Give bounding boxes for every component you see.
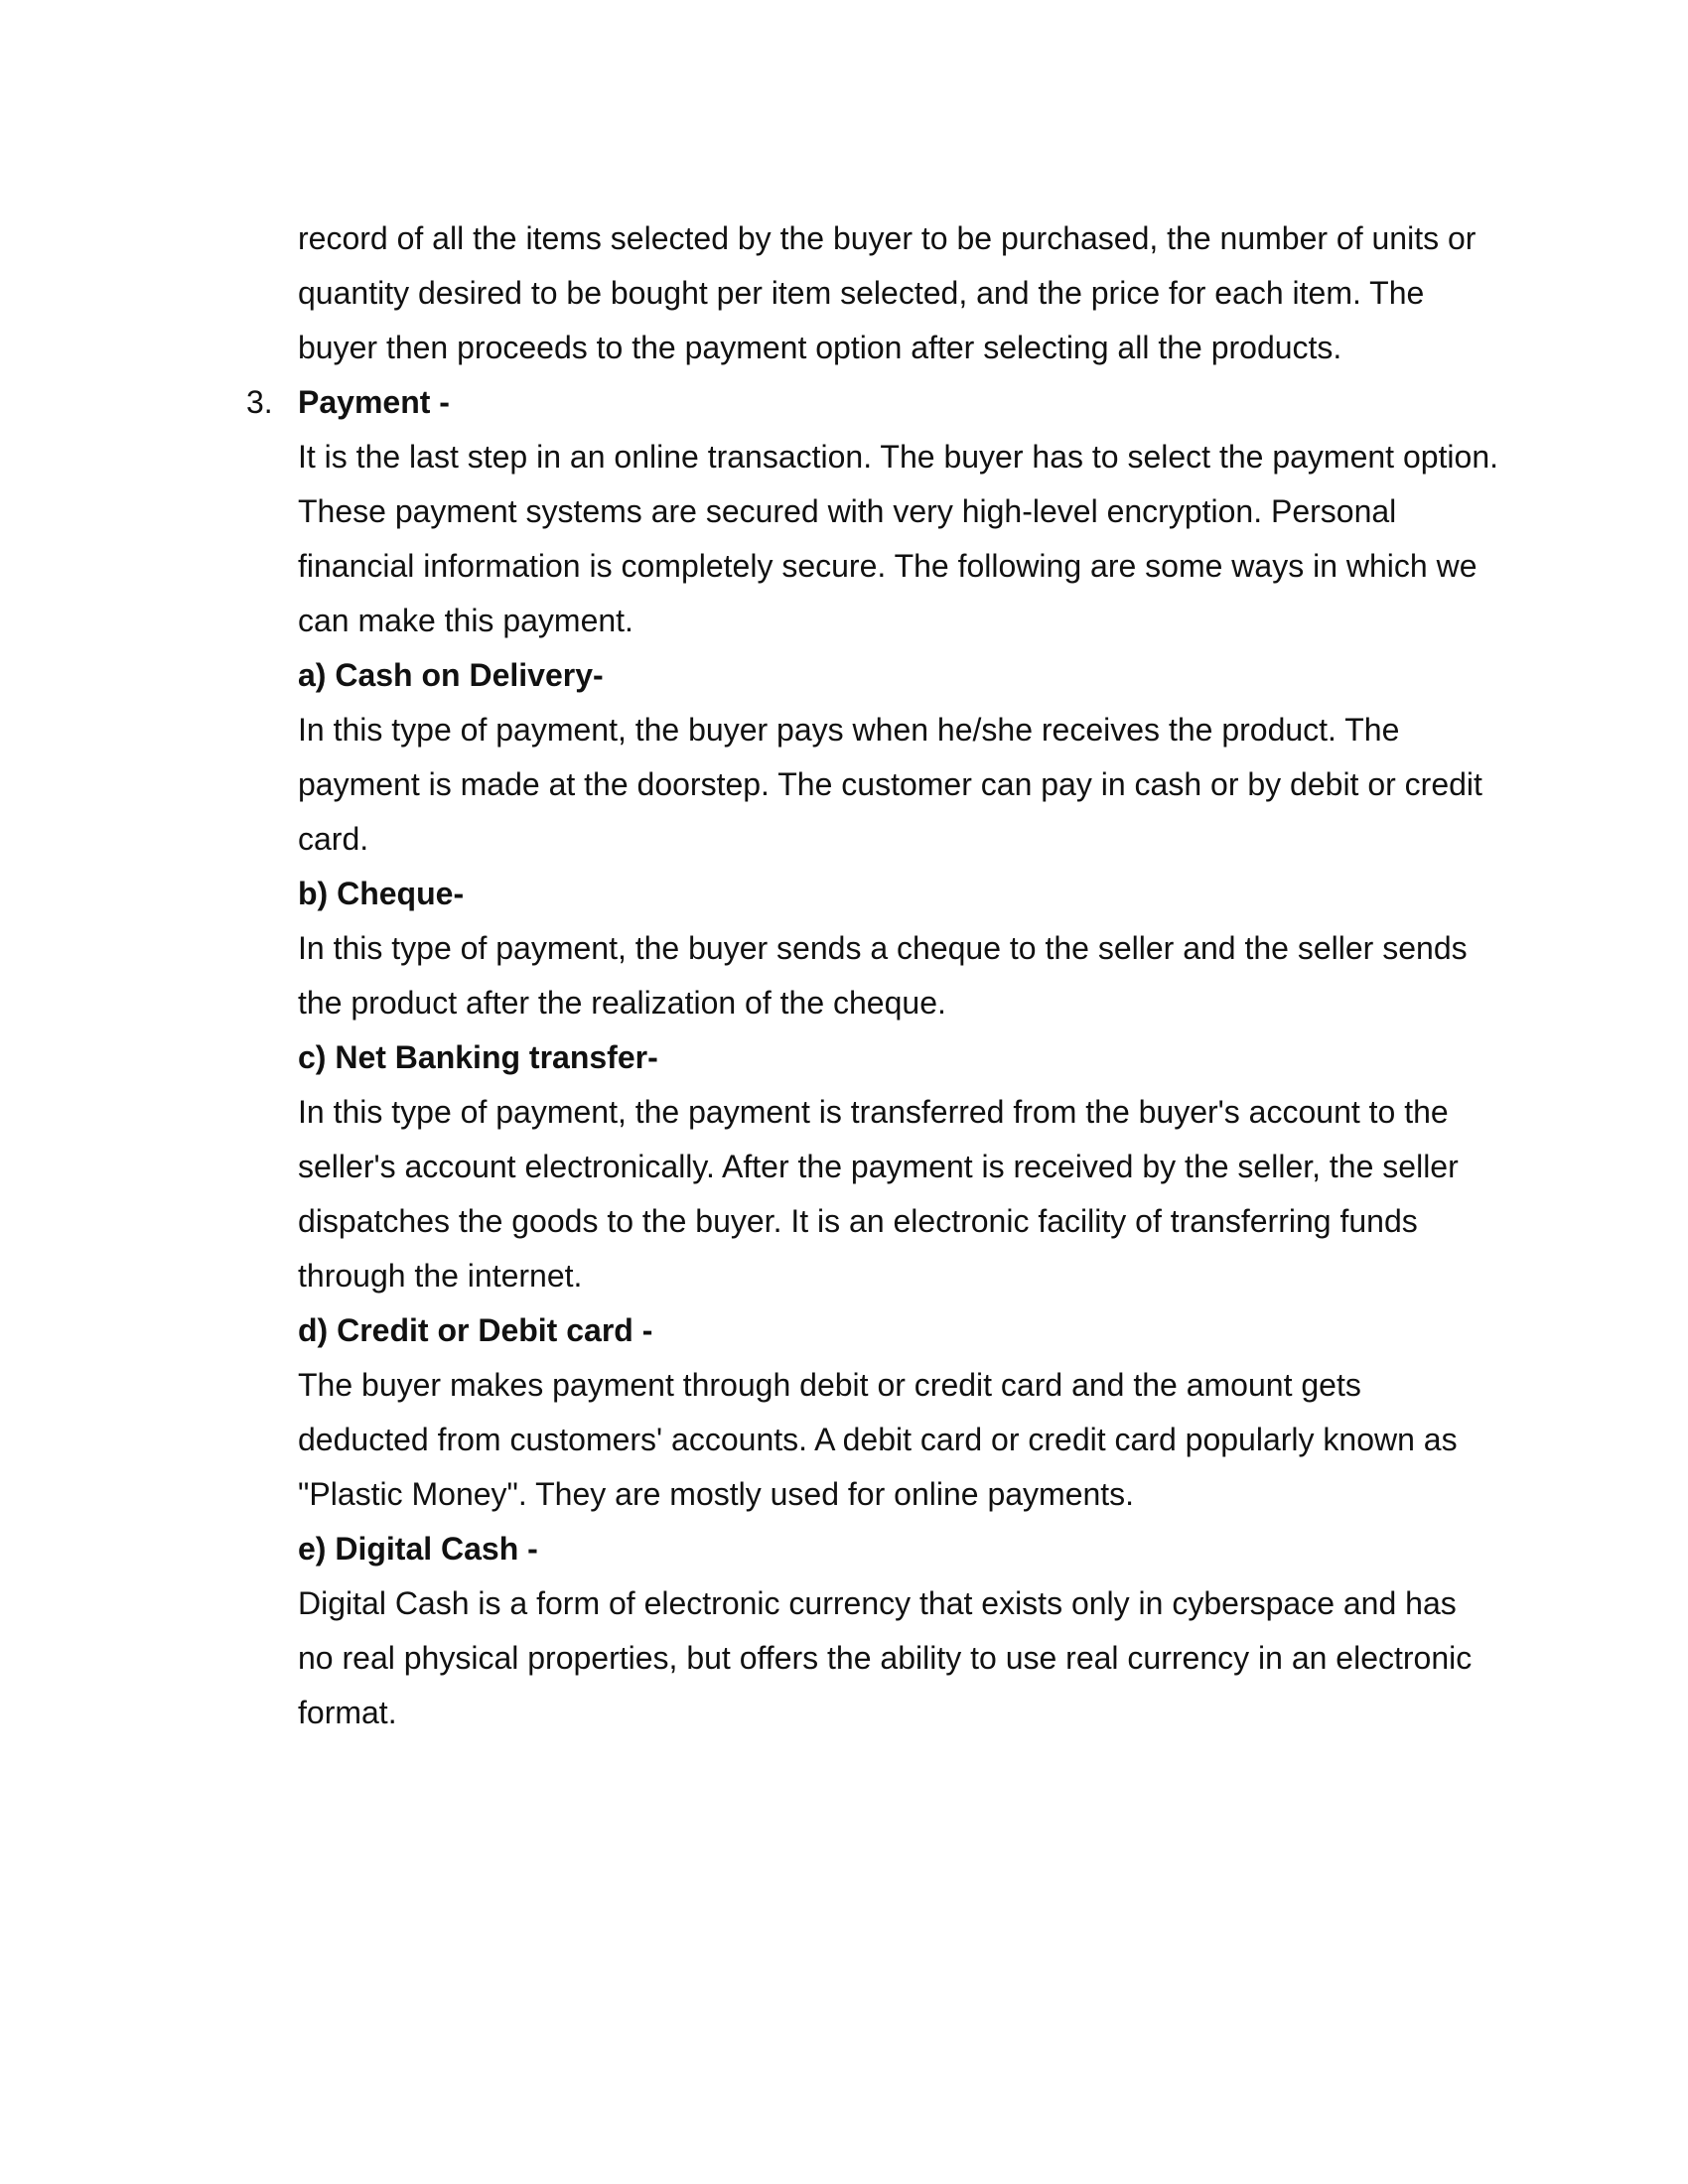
list-number: 3. bbox=[246, 384, 273, 420]
intro-paragraph: record of all the items selected by the buyer to be purchased, the number of units or quantity desired to be bought per item selected, and the price for each item. The buyer then proceeds to the payment option after selecting all the products. bbox=[298, 220, 1477, 365]
payment-method bbox=[298, 1030, 1499, 1303]
payment-method-body: In this type of payment, the buyer sends a cheque to the seller and the seller sends the product after the realization of the cheque. bbox=[298, 930, 1468, 1021]
payment-method-heading: e) Digital Cash - bbox=[298, 1531, 538, 1567]
payment-method-heading: a) Cash on Delivery- bbox=[298, 657, 604, 693]
payment-method-body: In this type of payment, the payment is transferred from the buyer's account to the seller's account electronically. After the payment is received by the seller, the seller dispatches the goods to the buyer. It is an electronic facility of transferring funds through the internet. bbox=[298, 1094, 1459, 1294]
payment-method-heading: d) Credit or Debit card - bbox=[298, 1312, 653, 1348]
payment-method-body: Digital Cash is a form of electronic currency that exists only in cyberspace and has no real physical properties, but offers the ability to use real currency in an electronic format. bbox=[298, 1585, 1473, 1730]
payment-method bbox=[298, 648, 1499, 867]
payment-method-heading: c) Net Banking transfer- bbox=[298, 1039, 658, 1075]
section-body: It is the last step in an online transaction. The buyer has to select the payment option. These payment systems are secured with very high-level encryption. Personal financial information is completely secure. The following are some ways in which we can make this payment. bbox=[298, 439, 1499, 638]
payment-method bbox=[298, 1522, 1499, 1740]
payment-method bbox=[298, 867, 1499, 1030]
section-title: Payment - bbox=[298, 384, 450, 420]
section-heading bbox=[246, 375, 1499, 430]
page-content bbox=[246, 211, 1499, 1740]
payment-method-heading: b) Cheque- bbox=[298, 876, 465, 911]
payment-method bbox=[298, 1303, 1499, 1522]
payment-method-body: The buyer makes payment through debit or credit card and the amount gets deducted from customers' accounts. A debit card or credit card popularly known as "Plastic Money". They are mostly used for online payments. bbox=[298, 1367, 1458, 1512]
payment-method-body: In this type of payment, the buyer pays when he/she receives the product. The payment is made at the doorstep. The customer can pay in cash or by debit or credit card. bbox=[298, 712, 1482, 857]
